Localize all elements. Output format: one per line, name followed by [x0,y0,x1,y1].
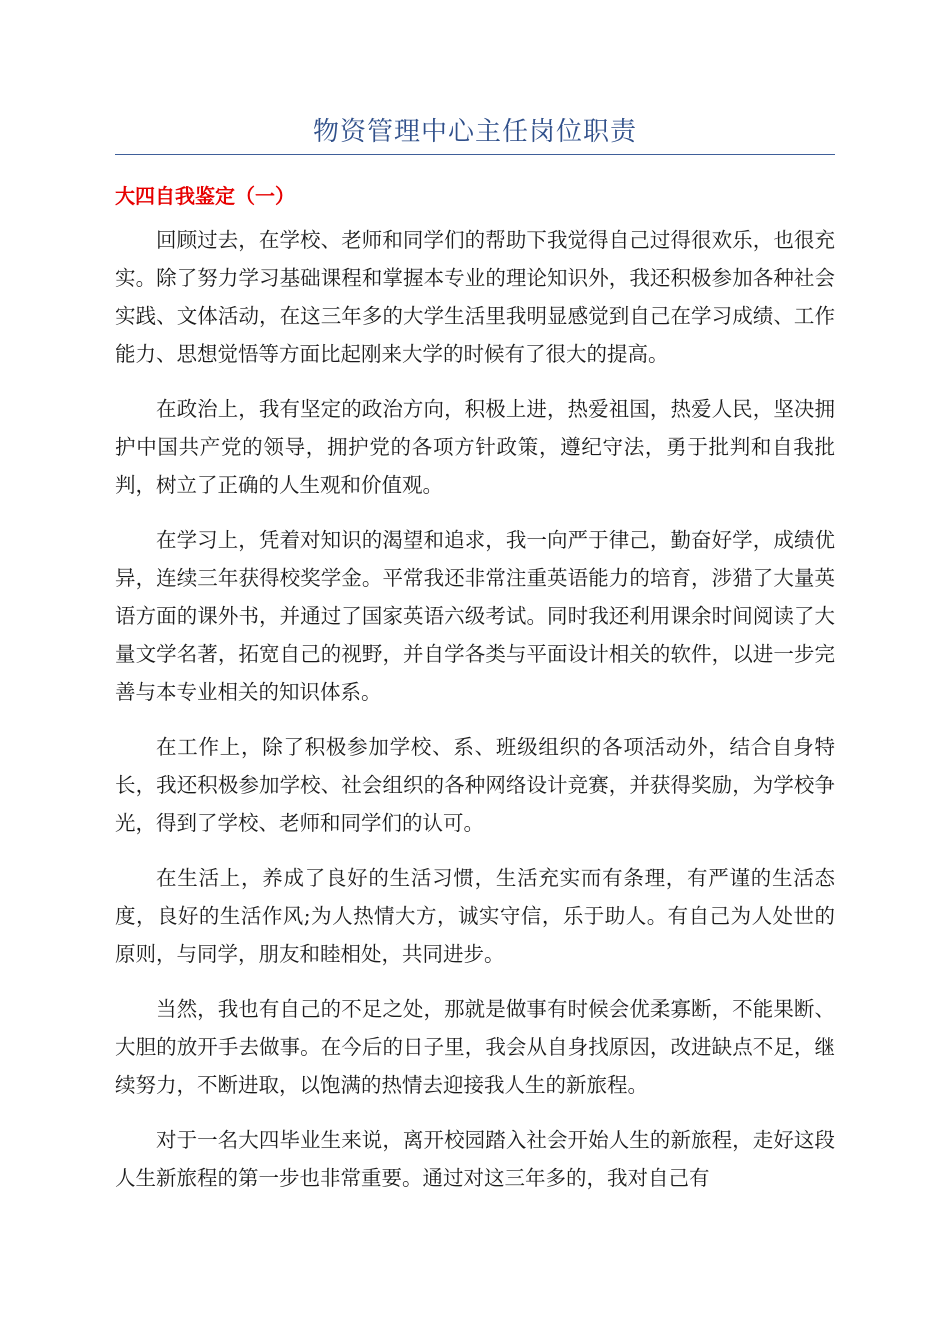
paragraph-study: 在学习上，凭着对知识的渴望和追求，我一向严于律己，勤奋好学，成绩优异，连续三年获得校奖学金。平常我还非常注重英语能力的培育，涉猎了大量英语方面的课外书，并通过了国家英语六级考试。同时我还利用课余时间阅读了大量文学名著，拓宽自己的视野，并自学各类与平面设计相关的软件，以进一步完善与本专业相关的知识体系。 [115,528,835,704]
paragraph-politics: 在政治上，我有坚定的政治方向，积极上进，热爱祖国，热爱人民，坚决拥护中国共产党的领导，拥护党的各项方针政策，遵纪守法，勇于批判和自我批判，树立了正确的人生观和价值观。 [115,397,835,497]
paragraph-shortcomings: 当然，我也有自己的不足之处，那就是做事有时候会优柔寡断，不能果断、大胆的放开手去做事。在今后的日子里，我会从自身找原因，改进缺点不足，继续努力，不断进取，以饱满的热情去迎接我人生的新旅程。 [115,997,835,1097]
paragraph-work: 在工作上，除了积极参加学校、系、班级组织的各项活动外，结合自身特长，我还积极参加学校、社会组织的各种网络设计竞赛，并获得奖励，为学校争光，得到了学校、老师和同学们的认可。 [115,735,835,835]
paragraph-review: 回顾过去，在学校、老师和同学们的帮助下我觉得自己过得很欢乐，也很充实。除了努力学习基础课程和掌握本专业的理论知识外，我还积极参加各种社会实践、文体活动，在这三年多的大学生活里我明显感觉到自己在学习成绩、工作能力、思想觉悟等方面比起刚来大学的时候有了很大的提高。 [115,228,835,366]
document-body [115,221,835,1197]
document-page [115,0,835,1214]
paragraph-life: 在生活上，养成了良好的生活习惯，生活充实而有条理，有严谨的生活态度，良好的生活作风;为人热情大方，诚实守信，乐于助人。有自己为人处世的原则，与同学，朋友和睦相处，共同进步。 [115,866,835,966]
title-underline-rule [115,154,835,155]
document-title: 物资管理中心主任岗位职责 [312,117,637,147]
section-heading: 大四自我鉴定（一） [115,184,295,208]
paragraph-graduation: 对于一名大四毕业生来说，离开校园踏入社会开始人生的新旅程，走好这段人生新旅程的第一步也非常重要。通过对这三年多的，我对自己有 [115,1128,835,1190]
